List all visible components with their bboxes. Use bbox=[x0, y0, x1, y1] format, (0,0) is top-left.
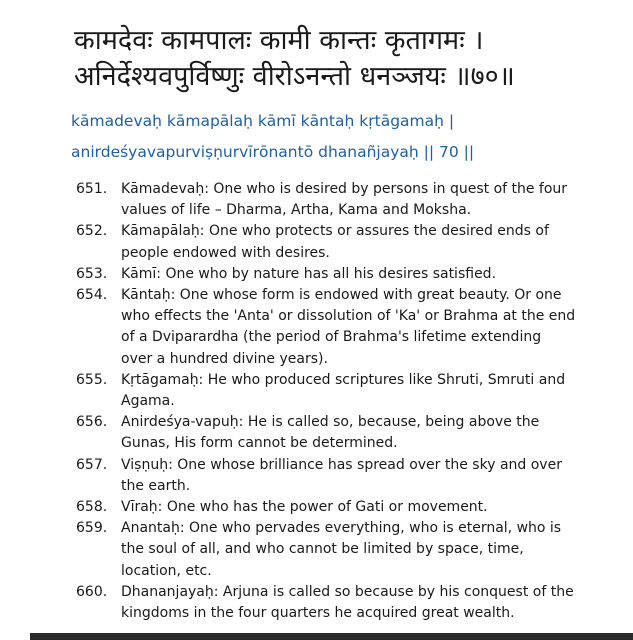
entry-text: Kṛtāgamaḥ: He who produced scriptures like Shruti, Smruti and Agama. bbox=[121, 371, 566, 410]
list-item-658 bbox=[0, 497, 633, 518]
list-item-659 bbox=[0, 518, 633, 582]
entry-text: Kāmapālaḥ: One who protects or assures the desired ends of people endowed with desires. bbox=[121, 223, 549, 261]
list-item-654 bbox=[0, 285, 633, 370]
name-meanings-list bbox=[0, 179, 633, 624]
list-item-656 bbox=[0, 412, 633, 454]
verse-transliteration-line-1: kāmadevaḥ kāmapālaḥ kāmī kāntaḥ kṛtāgamaḥ | bbox=[71, 112, 455, 130]
list-item-657 bbox=[0, 455, 633, 497]
entry-number: 660. bbox=[76, 583, 108, 600]
entry-number: 659. bbox=[76, 520, 108, 537]
entry-text: Vīraḥ: One who has the power of Gati or movement. bbox=[121, 499, 488, 516]
list-item-653 bbox=[0, 264, 633, 285]
list-item-660 bbox=[0, 582, 633, 624]
entry-text: Kāntaḥ: One whose form is endowed with great beauty. Or one who effects the 'Anta' or dissolution of 'Ka' or Brahma at the end of a Dviparardha (the period of Brahma's lifetime extending over a hundred divine years). bbox=[121, 287, 576, 367]
entry-text: Kāmī: One who by nature has all his desires satisfied. bbox=[121, 265, 497, 282]
verse-devanagari-line-1: कामदेवः कामपालः कामी कान्तः कृतागमः । bbox=[74, 25, 484, 56]
entry-number: 654. bbox=[76, 287, 108, 304]
list-item-655 bbox=[0, 370, 633, 412]
entry-number: 651. bbox=[76, 181, 108, 197]
entry-number: 653. bbox=[76, 265, 108, 282]
entry-text: Dhananjayaḥ: Arjuna is called so because by his conquest of the kingdoms in the four quarters he acquired great wealth. bbox=[121, 583, 574, 622]
list-item-651 bbox=[0, 179, 633, 221]
verse-transliteration-line-2: anirdeśyavapurviṣṇurvīrōnantō dhanañjayaḥ || 70 || bbox=[71, 143, 475, 161]
entry-number: 656. bbox=[76, 414, 108, 431]
entry-number: 657. bbox=[76, 456, 108, 473]
entry-number: 655. bbox=[76, 371, 108, 388]
verse-devanagari-line-2: अनिर्देश्यवपुर्विष्णुः वीरोऽनन्तो धनञ्जयः ॥७०॥ bbox=[74, 61, 515, 92]
entry-text: Anirdeśya-vapuḥ: He is called so, because, being above the Gunas, His form cannot be determined. bbox=[121, 414, 540, 452]
entry-text: Viṣṇuḥ: One whose brilliance has spread over the sky and over the earth. bbox=[121, 456, 562, 494]
entry-number: 652. bbox=[76, 223, 108, 240]
entry-number: 658. bbox=[76, 499, 108, 516]
entry-text: Anantaḥ: One who pervades everything, who is eternal, who is the soul of all, and who cannot be limited by space, time, location, etc. bbox=[121, 520, 562, 579]
list-item-652 bbox=[0, 221, 633, 263]
entry-text: Kāmadevaḥ: One who is desired by persons in quest of the four values of life – Dharma, Artha, Kama and Moksha. bbox=[121, 181, 568, 219]
bottom-edge-bar bbox=[30, 633, 633, 640]
